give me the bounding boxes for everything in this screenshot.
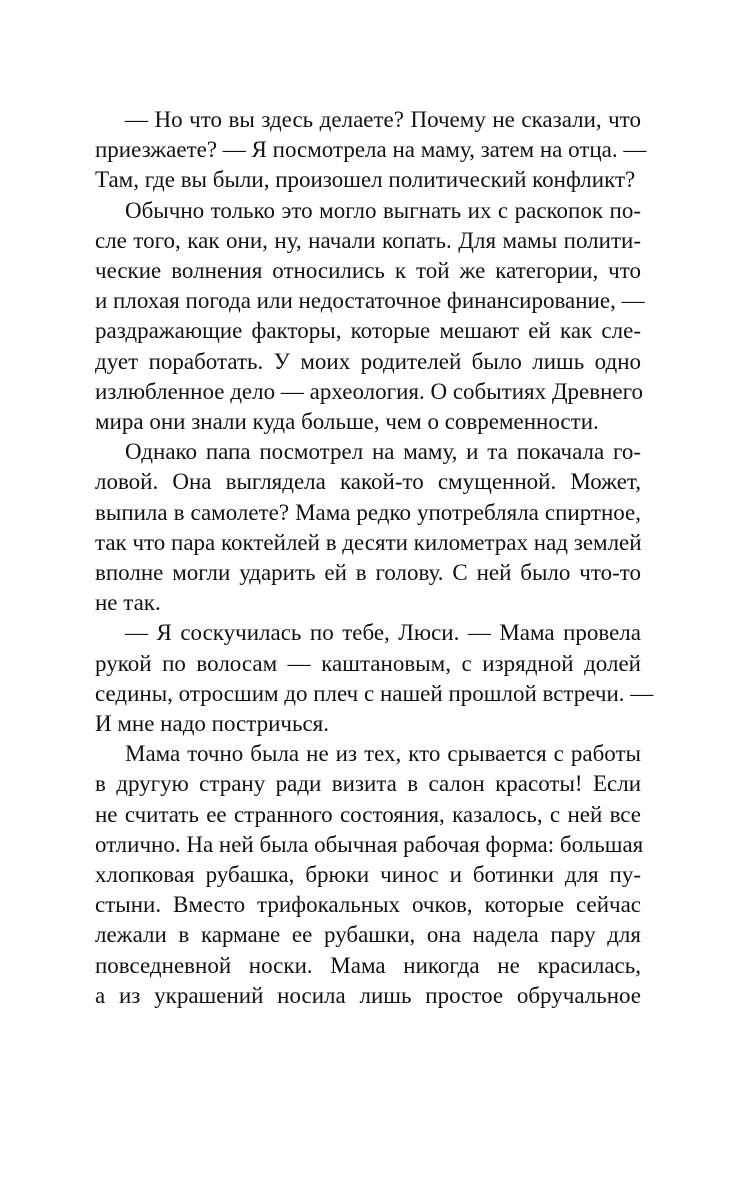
text-line: стыни. Вместо трифокальных очков, которые сейчас (95, 892, 641, 918)
text-line: повседневной носки. Мама никогда не красилась, (95, 952, 641, 978)
text-line: так что пара коктейлей в десяти километрах над землей (95, 529, 642, 555)
text-line: раздражающие факторы, которые мешают ей как сле- (95, 318, 641, 344)
text-line: приезжаете? — Я посмотрела на маму, затем на отца. — (95, 137, 647, 163)
text-line: седины, отросшим до плеч с нашей прошлой встречи. — (95, 680, 654, 706)
text-line: сле того, как они, ну, начали копать. Для мамы полити- (95, 227, 641, 253)
text-line: не считать ее странного состояния, казалось, с ней все (95, 801, 641, 827)
text-line: лежали в кармане ее рубашки, она надела пару для (95, 922, 641, 948)
text-line: хлопковая рубашка, брюки чинос и ботинки для пу- (95, 862, 641, 887)
text-line: и плохая погода или недостаточное финансирование, — (95, 288, 645, 314)
text-line: отлично. На ней была обычная рабочая форма: большая (95, 831, 644, 857)
text-line: — Я соскучилась по тебе, Люси. — Мама провела (125, 620, 641, 646)
text-line: И мне надо постричься. (95, 711, 329, 736)
text-line: не так. (95, 590, 161, 616)
text-line: рукой по волосам — каштановым, с изрядной долей (95, 650, 641, 676)
text-line: — Но что вы здесь делаете? Почему не сказали, что (125, 107, 641, 132)
text-line: Там, где вы были, произошел политический конфликт? (95, 167, 636, 193)
text-line: Однако папа посмотрел на маму, и та покачала го- (125, 439, 641, 465)
text-line: дует поработать. У моих родителей было лишь одно (95, 348, 641, 374)
text-line: излюбленное дело — археология. О событиях Древнего (95, 378, 644, 404)
text-line: ловой. Она выглядела какой-то смущенной. Может, (95, 469, 641, 495)
text-line: в другую страну ради визита в салон красоты! Если (95, 771, 641, 797)
text-line: Мама точно была не из тех, кто срывается с работы (125, 741, 641, 767)
text-line: вполне могли ударить ей в голову. С ней было что-то (95, 560, 641, 585)
text-line: выпила в самолете? Мама редко употребляла спиртное, (95, 499, 641, 525)
text-line: а из украшений носила лишь простое обручальное (95, 982, 641, 1008)
text-line: ческие волнения относились к той же категории, что (95, 258, 641, 283)
text-line: Обычно только это могло выгнать их с раскопок по- (125, 197, 641, 223)
text-line: мира они знали куда больше, чем о современности. (95, 409, 599, 434)
